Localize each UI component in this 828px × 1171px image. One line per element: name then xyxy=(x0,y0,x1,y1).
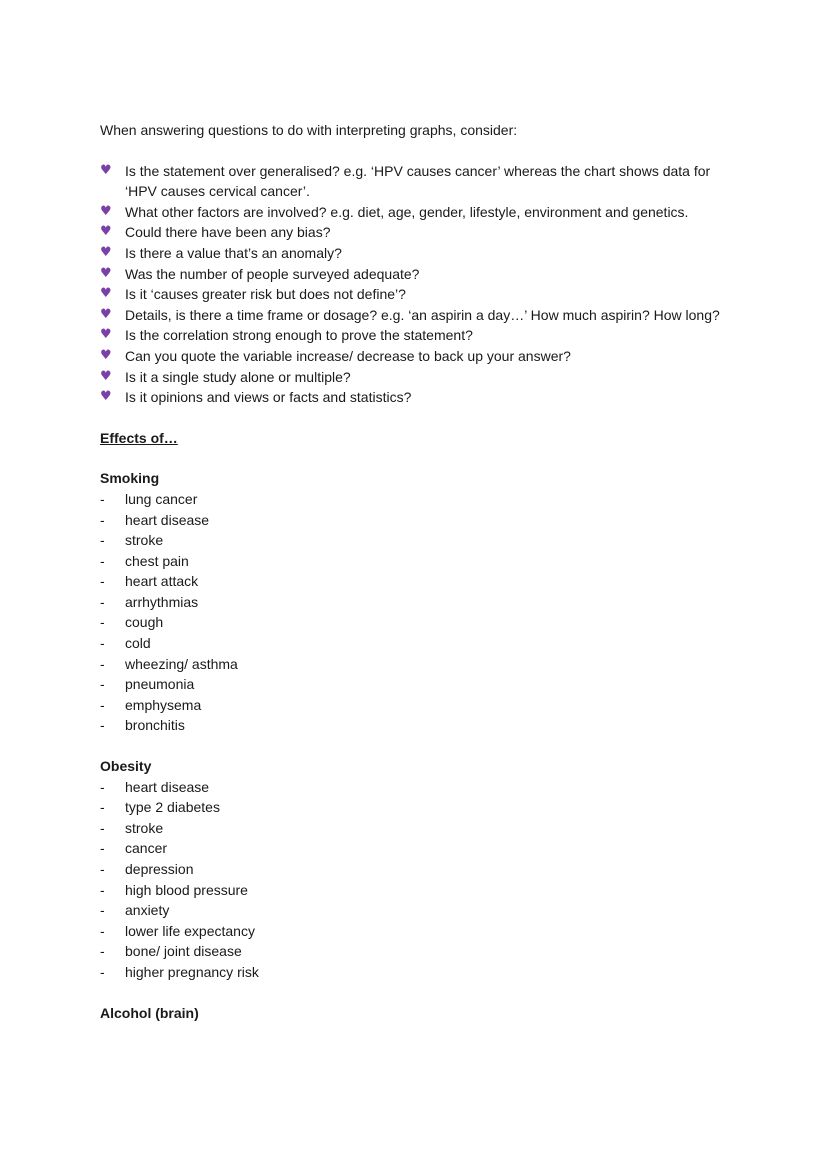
smoking-section xyxy=(100,468,740,736)
list-item-text: anxiety xyxy=(125,902,170,919)
dash-bullet: - xyxy=(100,490,105,507)
heart-bullet-icon: ♥ xyxy=(100,162,112,178)
alcohol-section xyxy=(100,1003,740,1024)
list-item xyxy=(100,571,740,592)
list-item-text: cold xyxy=(125,635,151,652)
dash-bullet: - xyxy=(100,573,105,590)
checklist-item-text: Is it a single study alone or multiple? xyxy=(125,368,351,385)
checklist-item-text: Is there a value that’s an anomaly? xyxy=(125,244,342,261)
dash-bullet: - xyxy=(100,943,105,960)
checklist-item-text: Is the statement over generalised? e.g. ‘HPV causes cancer’ whereas the chart shows data for ‘HPV causes cervical cancer’. xyxy=(125,162,711,200)
list-item-text: cough xyxy=(125,614,164,631)
list-item xyxy=(100,818,740,839)
checklist-item-text: Can you quote the variable increase/ decrease to back up your answer? xyxy=(125,347,571,364)
dash-bullet: - xyxy=(100,963,105,980)
dash-bullet: - xyxy=(100,922,105,939)
list-item-text: chest pain xyxy=(125,552,189,569)
list-item xyxy=(100,838,740,859)
list-item xyxy=(100,654,740,675)
list-item-text: lower life expectancy xyxy=(125,922,255,939)
checklist-item-text: Is it ‘causes greater risk but does not define’? xyxy=(125,286,406,303)
checklist-item-text: Details, is there a time frame or dosage? e.g. ‘an aspirin a day…’ How much aspirin? How long? xyxy=(125,306,720,323)
dash-bullet: - xyxy=(100,861,105,877)
dash-bullet: - xyxy=(100,676,105,693)
heart-bullet-icon: ♥ xyxy=(100,286,112,302)
heart-bullet-icon: ♥ xyxy=(100,244,112,260)
dash-bullet: - xyxy=(100,552,105,569)
checklist-item xyxy=(100,264,740,285)
dash-bullet: - xyxy=(100,635,105,652)
dash-bullet: - xyxy=(100,717,105,734)
obesity-effects-list xyxy=(100,777,740,983)
list-item xyxy=(100,674,740,695)
list-item-text: pneumonia xyxy=(125,676,195,693)
list-item-text: emphysema xyxy=(125,696,202,713)
list-item xyxy=(100,941,740,962)
list-item-text: arrhythmias xyxy=(125,593,199,610)
list-item-text: wheezing/ asthma xyxy=(125,655,238,672)
heart-bullet-icon: ♥ xyxy=(100,347,112,363)
dash-bullet: - xyxy=(100,696,105,713)
heart-bullet-icon: ♥ xyxy=(100,306,112,322)
list-item xyxy=(100,612,740,633)
heart-bullet-icon: ♥ xyxy=(100,224,112,240)
checklist-item xyxy=(100,243,740,264)
checklist-item-text: Was the number of people surveyed adequate? xyxy=(125,265,420,282)
checklist-item xyxy=(100,346,740,367)
intro-text: When answering questions to do with interpreting graphs, consider: xyxy=(100,122,518,138)
list-item xyxy=(100,715,740,736)
list-item xyxy=(100,797,740,818)
dash-bullet: - xyxy=(100,799,105,816)
alcohol-title: Alcohol (brain) xyxy=(100,1004,199,1021)
list-item xyxy=(100,530,740,551)
list-item-text: heart disease xyxy=(125,511,210,528)
heart-bullet-icon: ♥ xyxy=(100,327,112,343)
dash-bullet: - xyxy=(100,511,105,528)
obesity-section xyxy=(100,756,740,983)
dash-bullet: - xyxy=(100,778,105,795)
dash-bullet: - xyxy=(100,840,105,857)
list-item xyxy=(100,900,740,921)
interpretation-checklist xyxy=(100,161,740,408)
list-item-text: stroke xyxy=(125,819,164,836)
heart-bullet-icon: ♥ xyxy=(100,389,112,405)
checklist-item xyxy=(100,325,740,346)
list-item xyxy=(100,859,740,880)
list-item xyxy=(100,880,740,901)
list-item xyxy=(100,921,740,942)
list-item xyxy=(100,695,740,716)
list-item-text: lung cancer xyxy=(125,490,198,507)
list-item xyxy=(100,633,740,654)
effects-heading: Effects of… xyxy=(100,429,178,446)
smoking-effects-list xyxy=(100,489,740,736)
heart-bullet-icon: ♥ xyxy=(100,203,112,219)
checklist-item xyxy=(100,222,740,243)
list-item-text: stroke xyxy=(125,532,164,549)
list-item xyxy=(100,777,740,798)
dash-bullet: - xyxy=(100,532,105,549)
checklist-item xyxy=(100,387,740,408)
list-item-text: type 2 diabetes xyxy=(125,799,220,816)
heart-bullet-icon: ♥ xyxy=(100,368,112,384)
list-item-text: depression xyxy=(125,861,194,877)
dash-bullet: - xyxy=(100,819,105,836)
checklist-item-text: Is the correlation strong enough to prove the statement? xyxy=(125,327,473,344)
list-item xyxy=(100,489,740,510)
list-item-text: higher pregnancy risk xyxy=(125,963,259,980)
checklist-item-text: What other factors are involved? e.g. diet, age, gender, lifestyle, environment and genetics. xyxy=(125,203,689,220)
list-item-text: bone/ joint disease xyxy=(125,943,242,960)
list-item-text: high blood pressure xyxy=(125,881,248,898)
list-item xyxy=(100,592,740,613)
checklist-item-text: Could there have been any bias? xyxy=(125,224,331,241)
list-item xyxy=(100,551,740,572)
document-page xyxy=(100,120,740,1023)
list-item-text: bronchitis xyxy=(125,717,185,734)
checklist-item xyxy=(100,367,740,388)
checklist-item xyxy=(100,305,740,326)
heart-bullet-icon: ♥ xyxy=(100,265,112,281)
dash-bullet: - xyxy=(100,655,105,672)
dash-bullet: - xyxy=(100,614,105,631)
dash-bullet: - xyxy=(100,881,105,898)
obesity-title: Obesity xyxy=(100,758,152,775)
checklist-item xyxy=(100,202,740,223)
checklist-item-text: Is it opinions and views or facts and statistics? xyxy=(125,389,412,406)
smoking-title: Smoking xyxy=(100,470,160,487)
list-item-text: heart attack xyxy=(125,573,199,590)
list-item xyxy=(100,510,740,531)
list-item-text: cancer xyxy=(125,840,168,857)
dash-bullet: - xyxy=(100,902,105,919)
list-item-text: heart disease xyxy=(125,778,210,795)
checklist-item xyxy=(100,161,740,202)
list-item xyxy=(100,962,740,983)
dash-bullet: - xyxy=(100,593,105,610)
checklist-item xyxy=(100,284,740,305)
